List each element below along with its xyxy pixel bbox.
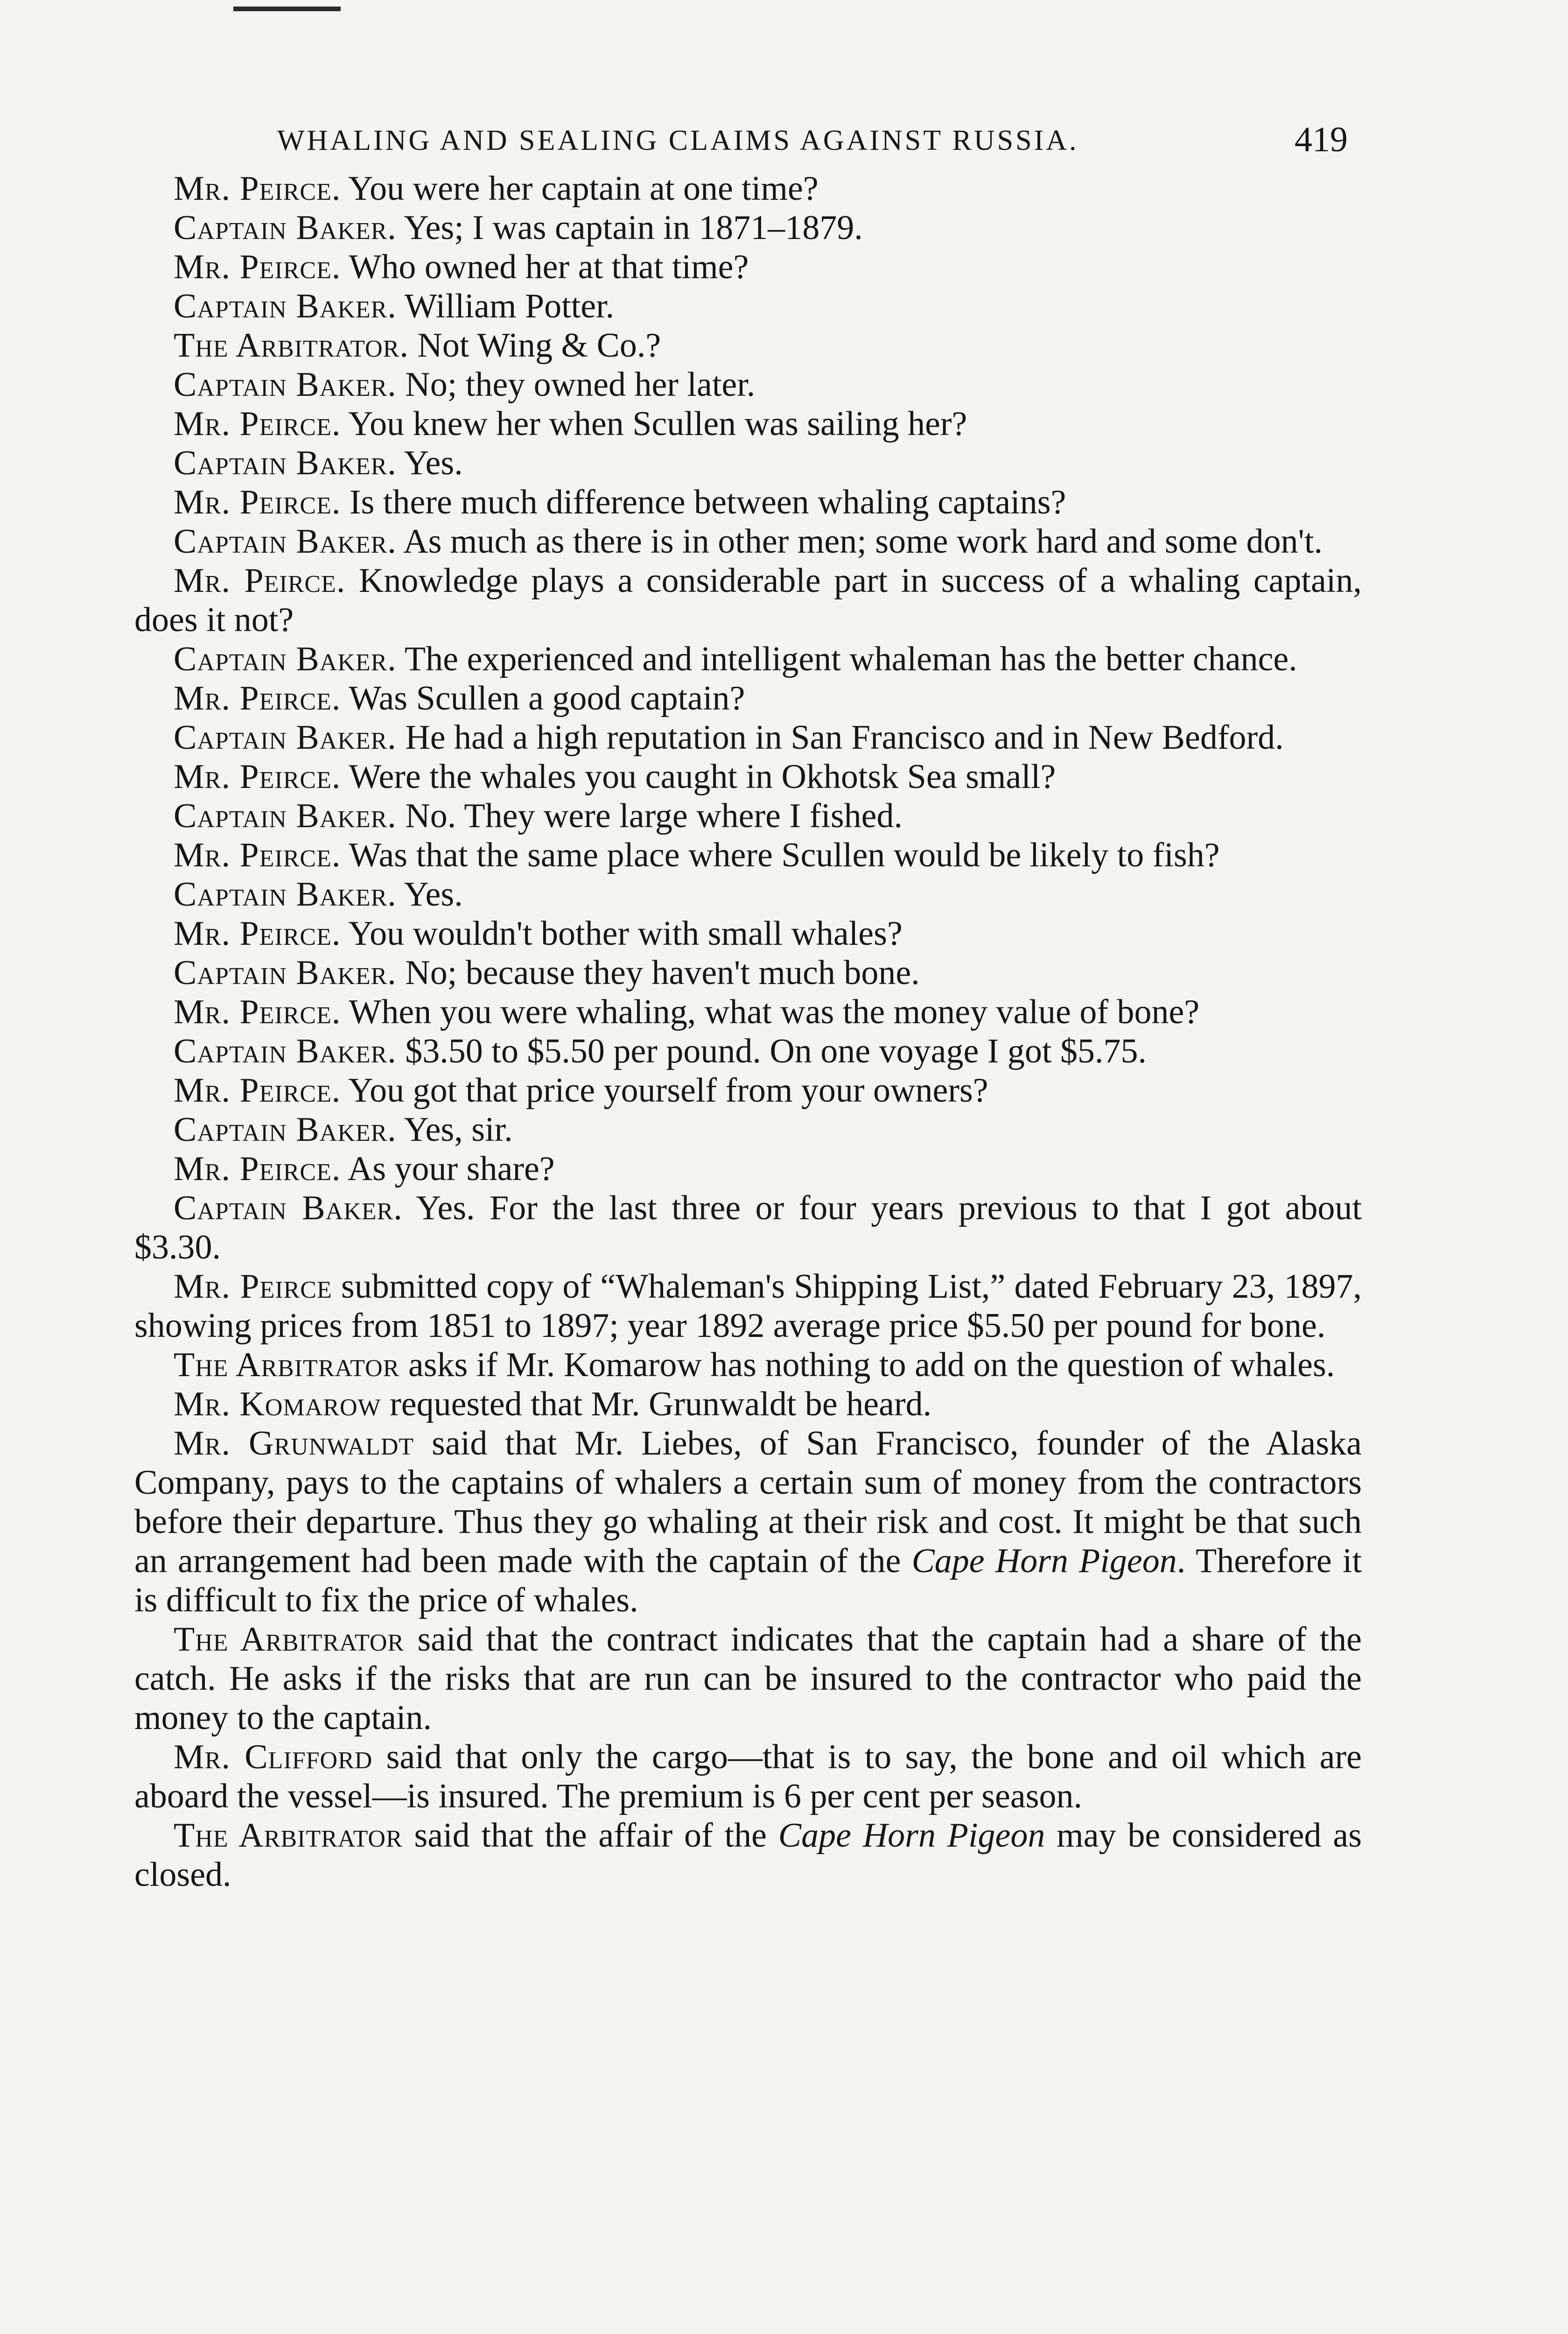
paragraph [134, 718, 1362, 757]
paragraph [134, 1385, 1362, 1424]
paragraph-text: Not Wing & Co.? [408, 326, 661, 365]
paragraph-text: When you were whaling, what was the money value of bone? [341, 993, 1200, 1031]
paragraph-text: Was Scullen a good captain? [341, 679, 745, 717]
paragraph [134, 1816, 1362, 1894]
running-title: WHALING AND SEALING CLAIMS AGAINST RUSSIA. [277, 125, 1079, 156]
paragraph [134, 169, 1362, 208]
speaker-name: Mr. Peirce. [174, 993, 341, 1031]
body-text [134, 169, 1362, 1894]
paragraph-text-after: may be considered as closed. [134, 1816, 1362, 1894]
paragraph-text: William Potter. [396, 287, 615, 325]
paragraph [134, 640, 1362, 679]
running-head [134, 110, 1362, 166]
speaker-name: Mr. Peirce. [174, 758, 341, 796]
paragraph [134, 914, 1362, 953]
speaker-name: The Arbitrator [174, 1346, 400, 1384]
paragraph-text: requested that Mr. Grunwaldt be heard. [381, 1385, 932, 1423]
speaker-name: Mr. Grunwaldt [174, 1424, 414, 1462]
speaker-name: Captain Baker. [174, 1111, 397, 1149]
paragraph [134, 679, 1362, 718]
speaker-name: Mr. Peirce. [174, 1071, 341, 1110]
speaker-name: Mr. Peirce. [174, 679, 341, 717]
speaker-name: Captain Baker. [174, 954, 397, 992]
speaker-name: Captain Baker. [174, 287, 397, 325]
paragraph [134, 208, 1362, 247]
speaker-name: Captain Baker. [174, 209, 397, 247]
paragraph-text: said that the affair of the [402, 1816, 778, 1855]
paragraph-text: said that only the cargo—that is to say, the bone and oil which are aboard the vessel—is insured. The premium is 6 per cent per season. [134, 1738, 1362, 1815]
paragraph [134, 1345, 1362, 1385]
speaker-name: The Arbitrator [174, 1816, 403, 1855]
paragraph-text: Yes. [396, 875, 463, 914]
top-rule [233, 7, 341, 11]
paragraph-text: As your share? [341, 1150, 555, 1188]
paragraph-text: said that Mr. Liebes, of San Francisco, founder of the Alaska Company, pays to the captains of whalers a certain sum of money from the contractors before their departure. Thus they go whaling at their risk and cost. It might be that such an arrangement had been made with the captain of the [134, 1424, 1362, 1580]
speaker-name: Captain Baker. [174, 1032, 397, 1070]
speaker-name: Mr. Peirce. [174, 405, 341, 443]
paragraph [134, 992, 1362, 1032]
speaker-name: Captain Baker. [174, 718, 397, 757]
paragraph-text: Knowledge plays a considerable part in success of a whaling captain, does it not? [134, 562, 1362, 639]
paragraph-text: You got that price yourself from your owners? [341, 1071, 988, 1110]
paragraph-text: Was that the same place where Scullen would be likely to fish? [341, 836, 1220, 874]
paragraph-text: Yes; I was captain in 1871–1879. [396, 209, 863, 247]
paragraph [134, 1188, 1362, 1267]
paragraph-text: You knew her when Scullen was sailing her? [341, 405, 967, 443]
speaker-name: Mr. Peirce [174, 1267, 332, 1306]
paragraph [134, 1149, 1362, 1188]
paragraph [134, 757, 1362, 796]
paragraph-text: Yes, sir. [396, 1111, 513, 1149]
paragraph-text-after: . Therefore it is difficult to fix the price of whales. [134, 1542, 1362, 1619]
speaker-name: Mr. Komarow [174, 1385, 381, 1423]
paragraph-text: said that the contract indicates that the captain had a share of the catch. He asks if the risks that are run can be insured to the contractor who paid the money to the captain. [134, 1620, 1362, 1737]
paragraph-text: You were her captain at one time? [341, 169, 819, 208]
paragraph [134, 1737, 1362, 1816]
paragraph-text: Were the whales you caught in Okhotsk Sea small? [341, 758, 1056, 796]
paragraph [134, 287, 1362, 326]
speaker-name: Captain Baker. [174, 444, 397, 482]
paragraph-text: Yes. [396, 444, 463, 482]
ship-name: Cape Horn Pigeon [911, 1542, 1177, 1580]
paragraph-text: Is there much difference between whaling captains? [341, 483, 1066, 521]
speaker-name: Mr. Clifford [174, 1738, 373, 1776]
speaker-name: Mr. Peirce. [174, 1150, 341, 1188]
paragraph-text: Who owned her at that time? [341, 248, 749, 286]
speaker-name: The Arbitrator [174, 1620, 405, 1659]
paragraph-text: The experienced and intelligent whaleman has the better chance. [396, 640, 1297, 678]
paragraph [134, 1110, 1362, 1149]
speaker-name: Mr. Peirce. [174, 169, 341, 208]
paragraph [134, 875, 1362, 914]
paragraph [134, 522, 1362, 561]
paragraph [134, 483, 1362, 522]
paragraph [134, 404, 1362, 443]
page-number: 419 [1295, 120, 1348, 159]
paragraph-text: No; they owned her later. [396, 366, 756, 404]
paragraph [134, 1424, 1362, 1620]
speaker-name: Captain Baker. [174, 1189, 403, 1227]
paragraph-text: No; because they haven't much bone. [396, 954, 920, 992]
paragraph-text: As much as there is in other men; some work hard and some don't. [396, 522, 1323, 561]
paragraph [134, 1267, 1362, 1345]
speaker-name: Mr. Peirce. [174, 914, 341, 953]
speaker-name: Mr. Peirce. [174, 562, 346, 600]
paragraph [134, 1032, 1362, 1071]
paragraph [134, 1620, 1362, 1737]
speaker-name: Captain Baker. [174, 875, 397, 914]
paragraph [134, 836, 1362, 875]
paragraph-text: No. They were large where I fished. [396, 797, 903, 835]
paragraph [134, 247, 1362, 287]
speaker-name: Mr. Peirce. [174, 483, 341, 521]
paragraph-text: asks if Mr. Komarow has nothing to add on the question of whales. [399, 1346, 1335, 1384]
speaker-name: Captain Baker. [174, 640, 397, 678]
paragraph [134, 796, 1362, 836]
paragraph [134, 1071, 1362, 1110]
paragraph [134, 326, 1362, 365]
speaker-name: The Arbitrator. [174, 326, 409, 365]
paragraph-text: $3.50 to $5.50 per pound. On one voyage I got $5.75. [396, 1032, 1147, 1070]
paragraph [134, 953, 1362, 992]
paragraph-text: He had a high reputation in San Francisco and in New Bedford. [396, 718, 1284, 757]
paragraph [134, 443, 1362, 483]
speaker-name: Captain Baker. [174, 522, 397, 561]
speaker-name: Mr. Peirce. [174, 836, 341, 874]
ship-name: Cape Horn Pigeon [778, 1816, 1045, 1855]
paragraph-text: Yes. For the last three or four years previous to that I got about $3.30. [134, 1189, 1362, 1266]
speaker-name: Captain Baker. [174, 797, 397, 835]
paragraph-text: You wouldn't bother with small whales? [341, 914, 903, 953]
paragraph [134, 365, 1362, 404]
speaker-name: Captain Baker. [174, 366, 397, 404]
speaker-name: Mr. Peirce. [174, 248, 341, 286]
paragraph-text: submitted copy of “Whaleman's Shipping List,” dated February 23, 1897, showing prices from 1851 to 1897; year 1892 average price $5.50 per pound for bone. [134, 1267, 1362, 1345]
page [134, 110, 1362, 1894]
paragraph [134, 561, 1362, 640]
